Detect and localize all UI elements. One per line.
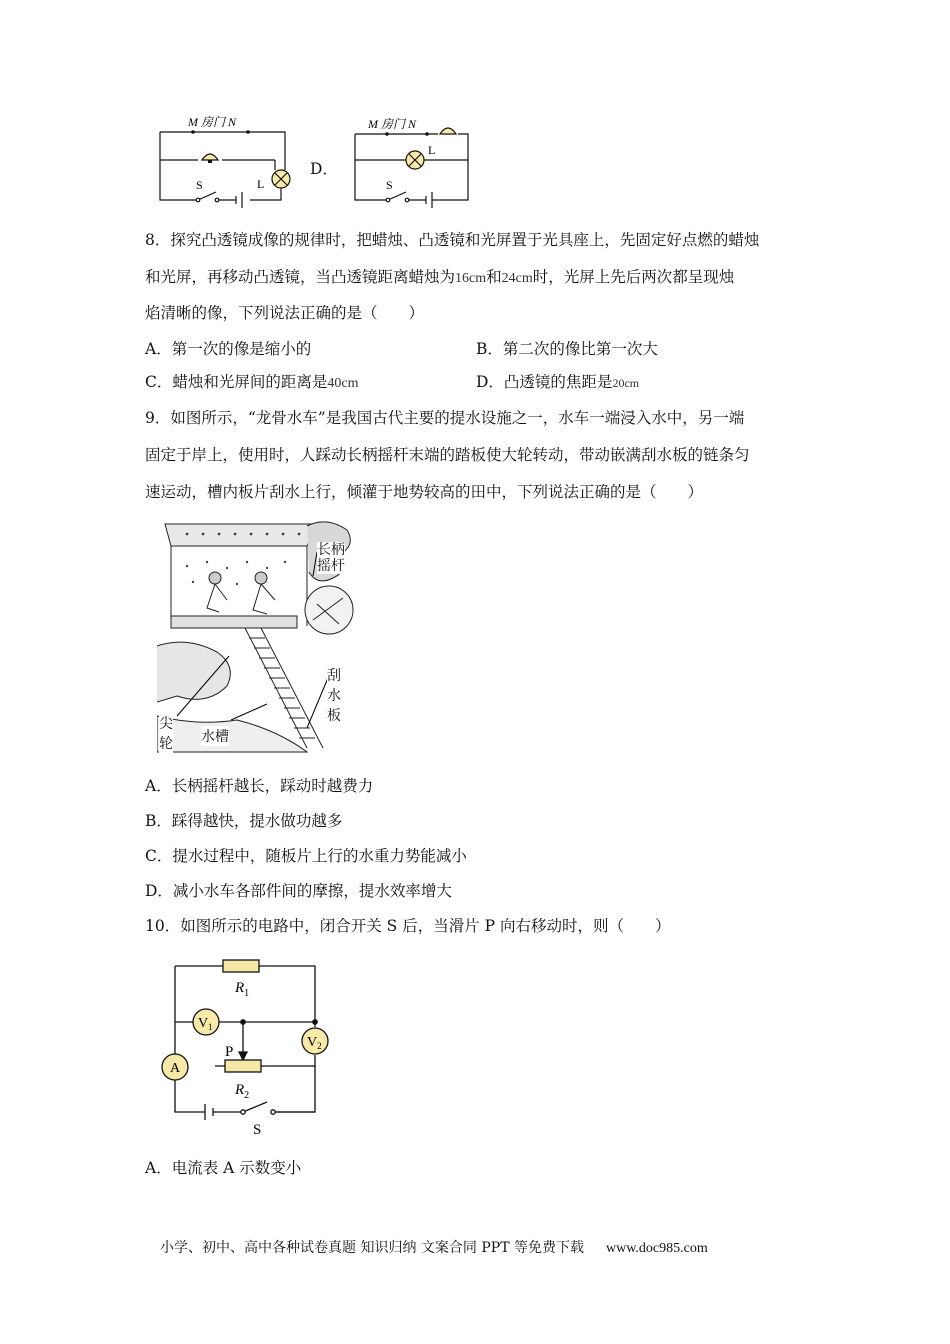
q10-option-a: A．电流表 A 示数变小 [145, 1159, 302, 1177]
r2-label: $R_2$ [235, 1082, 250, 1101]
option-d-label: D． [310, 160, 338, 178]
r1-label: $R_1$ [235, 980, 250, 999]
ammeter-label: A [170, 1061, 181, 1076]
q9-option-c: C．提水过程中，随板片上行的水重力势能减小 [145, 847, 467, 865]
door-label: M 房门 N [188, 115, 237, 129]
q8-stem-line-3: 焰清晰的像，下列说法正确的是（ ） [145, 304, 425, 322]
page-footer [160, 1237, 708, 1257]
q9-stem-line-1: 9．如图所示，“龙骨水车”是我国古代主要的提水设施之一，水车一端浸入水中，另一端 [145, 409, 745, 427]
q8-option-d: D．凸透镜的焦距是20cm [476, 373, 640, 391]
label-wheel: 尖 轮 [159, 716, 173, 752]
slider-p-label: P [225, 1044, 234, 1060]
q9-stem-line-2: 固定于岸上，使用时，人踩动长柄摇杆末端的踏板使大轮转动，带动嵌满刮水板的链条匀 [145, 446, 750, 464]
circuit-figure-option-c [150, 112, 300, 212]
q8-option-b: B．第二次的像比第一次大 [476, 340, 658, 358]
q8-option-a: A．第一次的像是缩小的 [145, 340, 312, 358]
q9-option-b: B．踩得越快，提水做功越多 [145, 812, 343, 830]
footer-text: 小学、初中、高中各种试卷真题 知识归纳 文案合同 PPT 等免费下载 [160, 1240, 584, 1256]
q8-stem-line-2: 和光屏，再移动凸透镜，当凸透镜距离蜡烛为16cm和24cm时，光屏上先后两次都呈现烛 [145, 268, 735, 286]
door-label: M 房门 N [368, 117, 417, 131]
circuit-figure-q10 [155, 950, 345, 1140]
q9-option-d: D．减小水车各部件间的摩擦，提水效率增大 [145, 882, 452, 900]
switch-label: S [386, 178, 393, 192]
lamp-label: L [257, 177, 265, 191]
v2-meter-label: $V_2$ [307, 1035, 322, 1051]
switch-s-label: S [253, 1122, 262, 1138]
v1-meter-label: $V_1$ [198, 1016, 213, 1032]
q9-stem-line-3: 速运动，槽内板片刮水上行，倾灌于地势较高的田中，下列说法正确的是（ ） [145, 483, 704, 501]
footer-url[interactable]: www.doc985.com [605, 1241, 708, 1256]
q10-stem: 10．如图所示的电路中，闭合开关 S 后，当滑片 P 向右移动时，则（ ） [145, 917, 671, 935]
label-trough: 水槽 [201, 726, 229, 746]
lamp-label: L [428, 143, 436, 157]
circuit-figure-option-d [350, 112, 500, 212]
label-crank: 长柄 摇杆 [317, 542, 345, 574]
q8-stem-line-1: 8．探究凸透镜成像的规律时，把蜡烛、凸透镜和光屏置于光具座上，先固定好点燃的蜡烛 [145, 231, 760, 249]
water-wheel-illustration [157, 516, 361, 758]
q8-value-1: 16cm [455, 271, 487, 286]
q9-option-a: A．长柄摇杆越长，踩动时越费力 [145, 777, 374, 795]
q8-value-2: 24cm [501, 271, 533, 286]
label-scraper: 刮 水 板 [327, 668, 341, 724]
switch-label: S [196, 178, 203, 192]
q8-option-c: C．蜡烛和光屏间的距离是40cm [145, 373, 359, 391]
